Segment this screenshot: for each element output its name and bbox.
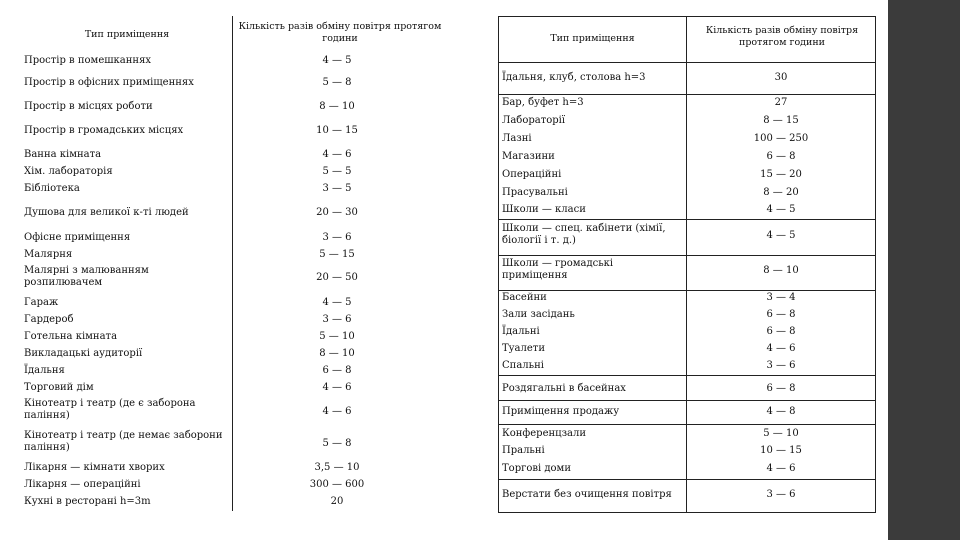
left-ventilation-table	[22, 16, 442, 511]
table-row-name: Лікарня — операційні	[24, 479, 141, 490]
table-row-name: Операційні	[502, 169, 562, 180]
table-row-rate: 5 — 5	[322, 166, 352, 177]
row-divider	[499, 219, 875, 220]
table-row-name: Школи — спец. кабінети (хімії, біології і т. д.)	[502, 223, 666, 246]
table-row-name: Пральні	[502, 445, 545, 456]
table-row-rate: 20	[330, 496, 344, 507]
table-row-name: Простір в помешканнях	[24, 55, 152, 66]
table-row-rate: 6 — 8	[322, 365, 352, 376]
table-row-rate: 3 — 6	[322, 314, 352, 325]
table-row-rate: 100 — 250	[753, 133, 809, 144]
table-row-rate: 8 — 15	[763, 115, 799, 126]
table-row-name: Бар, буфет h=3	[502, 97, 584, 108]
right-header-type: Тип приміщення	[550, 33, 635, 44]
table-row-rate: 8 — 10	[319, 348, 355, 359]
table-row-rate: 4 — 6	[766, 463, 796, 474]
table-row-name: Верстати без очищення повітря	[502, 489, 672, 500]
table-row-rate: 6 — 8	[766, 383, 796, 394]
left-header-rate: Кількість разів обміну повітря протягом години	[238, 21, 442, 44]
table-row-name: Туалети	[502, 343, 545, 354]
table-row-rate: 4 — 5	[322, 297, 352, 308]
table-row-name: Спальні	[502, 360, 544, 371]
table-row-rate: 30	[774, 72, 788, 83]
table-row-rate: 3 — 6	[766, 360, 796, 371]
table-row-name: Їдальня	[24, 365, 65, 376]
left-header-type: Тип приміщення	[84, 29, 170, 40]
table-row-name: Торговий дім	[24, 382, 94, 393]
table-row-rate: 8 — 10	[319, 101, 355, 112]
table-row-name: Прасувальні	[502, 187, 568, 198]
table-row-rate: 4 — 5	[766, 204, 796, 215]
table-row-rate: 20 — 30	[316, 207, 358, 218]
table-row-rate: 5 — 10	[763, 428, 799, 439]
row-divider	[499, 400, 875, 401]
header-divider	[499, 62, 875, 63]
table-row-rate: 3 — 6	[766, 489, 796, 500]
table-row-name: Басейни	[502, 292, 547, 303]
table-row-name: Кінотеатр і театр (де є заборона паління)	[24, 398, 196, 421]
table-row-name: Малярня	[24, 249, 73, 260]
table-row-name: Хім. лабораторія	[24, 166, 113, 177]
table-row-rate: 20 — 50	[316, 272, 358, 283]
row-divider	[499, 375, 875, 376]
table-row-name: Офісне приміщення	[24, 232, 131, 243]
table-row-name: Простір в офісних приміщеннях	[24, 77, 194, 88]
table-row-rate: 4 — 8	[766, 406, 796, 417]
right-header-rate: Кількість разів обміну повітря протягом години	[705, 25, 859, 48]
table-row-name: Простір в місцях роботи	[24, 101, 153, 112]
right-ventilation-table	[498, 16, 876, 513]
table-row-name: Гараж	[24, 297, 59, 308]
table-row-name: Їдальня, клуб, столова h=3	[502, 72, 646, 83]
table-row-name: Зали засідань	[502, 309, 575, 320]
table-row-rate: 8 — 10	[763, 265, 799, 276]
table-row-rate: 10 — 15	[316, 125, 358, 136]
table-row-rate: 300 — 600	[309, 479, 365, 490]
table-row-name: Кінотеатр і театр (де немає заборони паління)	[24, 430, 223, 453]
table-row-name: Ванна кімната	[24, 149, 102, 160]
table-row-name: Їдальні	[502, 326, 540, 337]
table-row-rate: 3 — 6	[322, 232, 352, 243]
table-row-name: Гардероб	[24, 314, 74, 325]
row-divider	[499, 94, 875, 95]
table-row-name: Душова для великої к-ті людей	[24, 207, 189, 218]
table-row-name: Конференцзали	[502, 428, 587, 439]
table-row-rate: 3 — 5	[322, 183, 352, 194]
table-row-rate: 5 — 8	[322, 438, 352, 449]
table-row-name: Магазини	[502, 151, 555, 162]
table-row-name: Готельна кімната	[24, 331, 118, 342]
table-row-rate: 5 — 15	[319, 249, 355, 260]
table-row-rate: 10 — 15	[760, 445, 802, 456]
table-row-rate: 5 — 10	[319, 331, 355, 342]
table-row-name: Малярні з малюванням розпилювачем	[24, 265, 149, 288]
table-row-rate: 15 — 20	[760, 169, 802, 180]
row-divider	[499, 424, 875, 425]
table-row-name: Приміщення продажу	[502, 406, 620, 417]
table-row-name: Лазні	[502, 133, 532, 144]
row-divider	[499, 255, 875, 256]
table-row-rate: 6 — 8	[766, 326, 796, 337]
table-row-rate: 27	[774, 97, 788, 108]
table-row-name: Викладацькі аудиторії	[24, 348, 143, 359]
table-row-name: Лабораторії	[502, 115, 566, 126]
table-row-name: Бібліотека	[24, 183, 80, 194]
row-divider	[499, 479, 875, 480]
row-divider	[499, 290, 875, 291]
table-row-name: Кухні в ресторані h=3m	[24, 496, 151, 507]
table-row-rate: 6 — 8	[766, 151, 796, 162]
table-row-rate: 4 — 6	[322, 406, 352, 417]
table-row-rate: 4 — 6	[766, 343, 796, 354]
table-row-name: Лікарня — кімнати хворих	[24, 462, 165, 473]
table-row-rate: 4 — 6	[322, 382, 352, 393]
table-row-rate: 6 — 8	[766, 309, 796, 320]
table-row-rate: 4 — 5	[766, 230, 796, 241]
table-row-name: Школи — громадські приміщення	[502, 258, 614, 281]
table-row-rate: 4 — 5	[322, 55, 352, 66]
table-row-rate: 3 — 4	[766, 292, 796, 303]
table-row-rate: 4 — 6	[322, 149, 352, 160]
table-row-rate: 8 — 20	[763, 187, 799, 198]
table-row-name: Торгові доми	[502, 463, 571, 474]
column-divider	[232, 16, 233, 511]
table-row-rate: 3,5 — 10	[314, 462, 360, 473]
right-sidebar-panel	[888, 0, 960, 540]
table-row-name: Роздягальні в басейнах	[502, 383, 626, 394]
table-row-name: Школи — класи	[502, 204, 586, 215]
table-row-name: Простір в громадських місцях	[24, 125, 184, 136]
table-row-rate: 5 — 8	[322, 77, 352, 88]
